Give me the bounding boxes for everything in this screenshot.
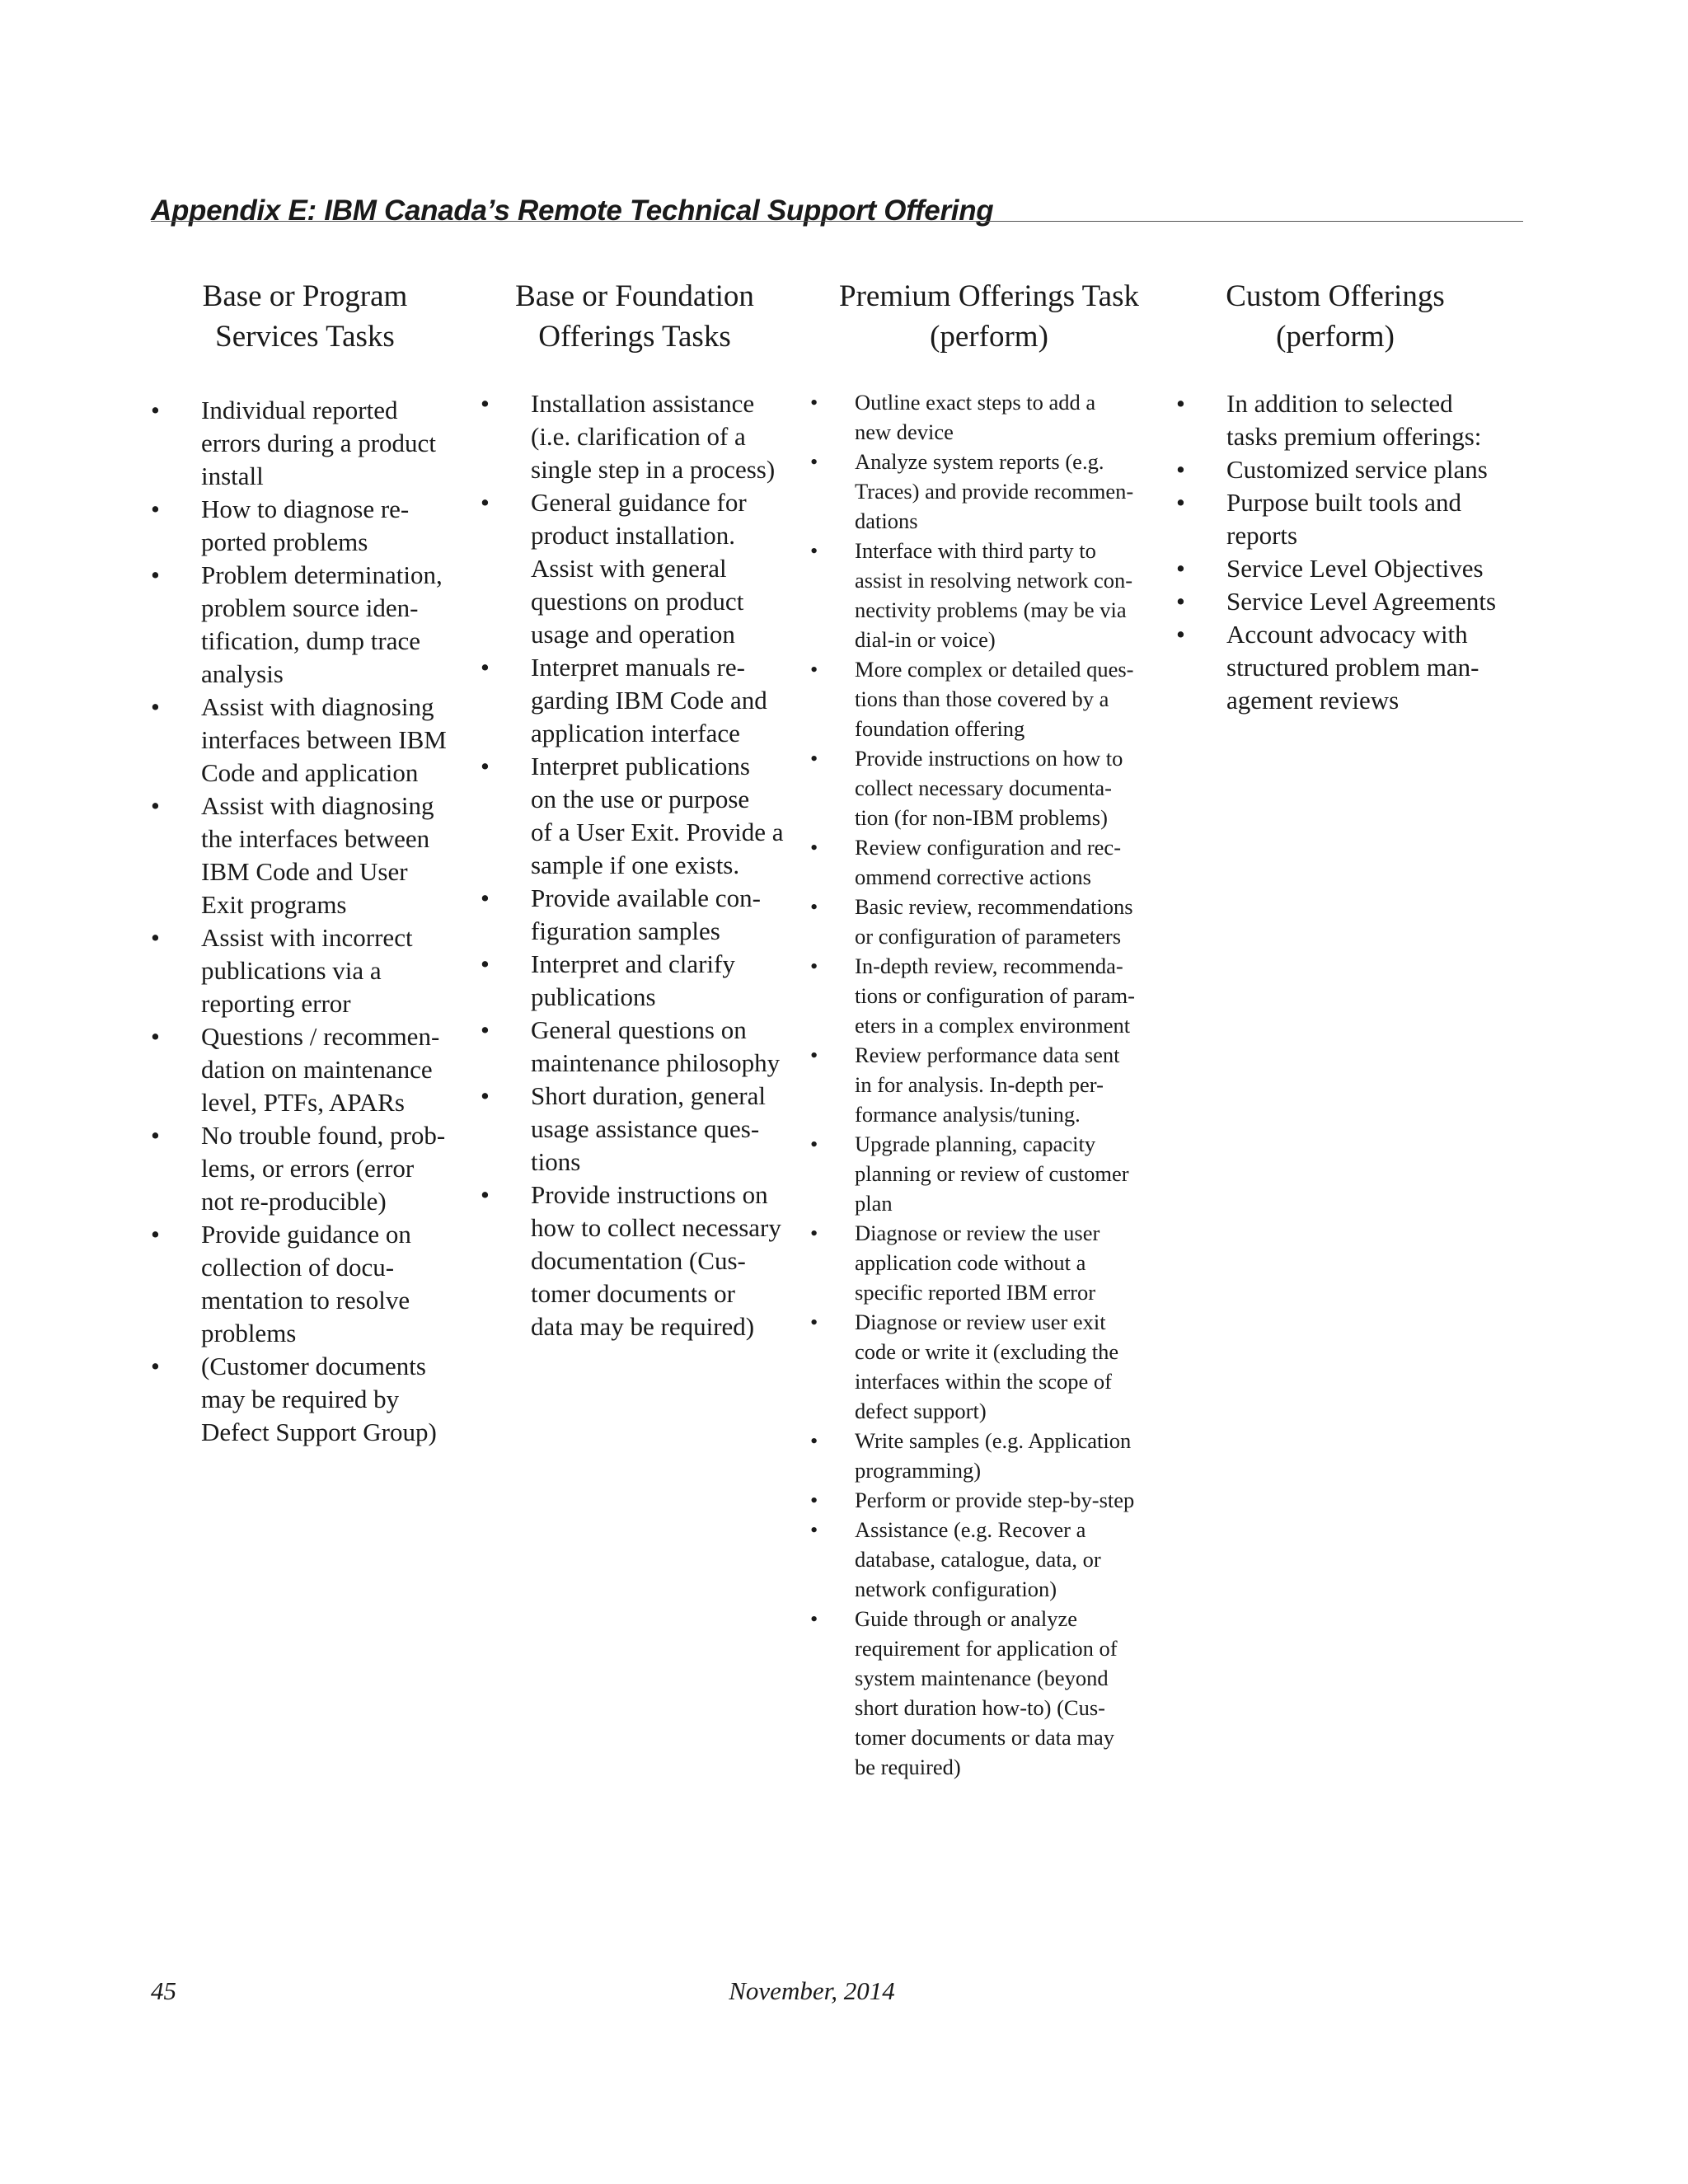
task-line: planning or review of customer [855,1161,1129,1186]
task-line: tomer documents or data may [855,1725,1114,1750]
task-list-item [810,536,1135,654]
task-line: • In-depth review, recommenda- [855,954,1123,978]
task-list-item [481,651,783,750]
task-list-item [481,750,783,882]
task-line: usage and operation [531,620,735,649]
task-line: not re-producible) [201,1187,387,1216]
task-line: • Assist with diagnosing [201,692,434,721]
column-title-line: Base or Program [202,279,408,313]
task-line: mentation to resolve [201,1286,410,1315]
task-line: Code and application [201,758,419,787]
task-line: • Provide available con- [531,883,761,912]
premium-task-list [810,387,1135,1782]
task-list-item [810,1218,1135,1307]
task-line: • Provide instructions on how to [855,746,1123,771]
task-line: • Interface with third party to [855,538,1096,563]
task-line: documentation (Cus- [531,1246,746,1275]
task-line: reports [1226,521,1298,550]
task-list-item [151,1020,447,1119]
task-line: • How to diagnose re- [201,494,410,523]
task-line: tions [531,1147,581,1176]
task-line: questions on product [531,587,744,616]
task-line: • Review performance data sent [855,1043,1120,1067]
task-line: product installation. [531,521,735,550]
task-line: Defect Support Group) [201,1418,437,1446]
base-foundation-task-list [481,387,783,1343]
task-list-item [1176,552,1496,585]
task-line: of a User Exit. Provide a [531,818,784,846]
task-line: on the use or purpose [531,785,750,813]
task-line: how to collect necessary [531,1213,781,1242]
task-line: level, PTFs, APARs [201,1088,405,1117]
task-line: collect necessary documenta- [855,776,1112,800]
task-line: defect support) [855,1399,987,1423]
task-list-item [1176,618,1496,717]
task-line: interfaces between IBM [201,725,447,754]
task-list-item [151,493,447,559]
task-line: problems [201,1319,297,1347]
column-title-base-program [190,276,420,357]
task-line: ommend corrective actions [855,865,1091,889]
task-line: • Account advocacy with [1226,620,1468,649]
task-list-item [481,882,783,948]
task-line: lems, or errors (error [201,1154,415,1183]
task-line: ported problems [201,527,368,556]
column-title-line: Custom Offerings [1226,279,1445,313]
task-list-item [1176,387,1496,453]
task-line: requirement for application of [855,1636,1118,1661]
task-line: programming) [855,1458,982,1483]
task-line: specific reported IBM error [855,1280,1096,1305]
page-heading: Appendix E: IBM Canada’s Remote Technical Support Offering [151,194,994,227]
task-line: • General guidance for [531,488,747,517]
task-line: (i.e. clarification of a [531,422,746,451]
task-line: new device [855,419,954,444]
task-line: • Assist with diagnosing [201,791,434,820]
task-line: tasks premium offerings: [1226,422,1482,451]
column-title-custom [1212,276,1459,357]
task-list-item [810,892,1135,951]
task-list-item [810,743,1135,832]
column-title-line: Premium Offerings Task [839,279,1139,313]
task-line: tomer documents or [531,1279,735,1308]
task-list-item [810,951,1135,1040]
task-line: data may be required) [531,1312,755,1341]
task-line: formance analysis/tuning. [855,1102,1081,1127]
task-list-item [810,1307,1135,1426]
task-line: • In addition to selected [1226,389,1453,418]
column-title-premium [816,276,1162,357]
task-list-item [1176,453,1496,486]
task-line: maintenance philosophy [531,1048,781,1077]
column-title-line: (perform) [930,320,1048,354]
task-line: • Provide guidance on [201,1220,411,1249]
task-list-item [151,1350,447,1449]
task-line: tification, dump trace [201,626,420,655]
task-line: code or write it (excluding the [855,1339,1119,1364]
task-list-item [481,948,783,1014]
task-line: network configuration) [855,1577,1057,1601]
task-line: database, catalogue, data, or [855,1547,1101,1572]
task-line: collection of docu- [201,1253,395,1282]
task-line: in for analysis. In-depth per- [855,1072,1104,1097]
task-list-item [810,387,1135,447]
task-line: • Assistance (e.g. Recover a [855,1517,1086,1542]
task-line: garding IBM Code and [531,686,767,715]
task-line: system maintenance (beyond [855,1666,1109,1690]
task-line: publications via a [201,956,382,985]
task-line: • Guide through or analyze [855,1606,1078,1631]
task-line: may be required by [201,1385,400,1413]
task-list-item [810,832,1135,892]
task-line: • Review configuration and rec- [855,835,1122,860]
task-line: assist in resolving network con- [855,568,1133,593]
task-line: structured problem man- [1226,653,1479,682]
task-list-item [481,1080,783,1179]
task-line: short duration how-to) (Cus- [855,1695,1105,1720]
task-line: application interface [531,719,740,748]
task-list-item [151,394,447,493]
task-line: • Provide instructions on [531,1180,768,1209]
column-title-line: Services Tasks [215,320,395,354]
task-line: • Problem determination, [201,560,443,589]
task-line: IBM Code and User [201,857,408,886]
task-line: install [201,462,264,490]
task-line: • Customized service plans [1226,455,1488,484]
task-line: tion (for non-IBM problems) [855,805,1108,830]
task-list-item [810,447,1135,536]
task-line: • Analyze system reports (e.g. [855,449,1104,474]
task-line: • Purpose built tools and [1226,488,1462,517]
task-line: reporting error [201,989,351,1018]
task-line: be required) [855,1755,961,1779]
task-list-item [481,1179,783,1343]
task-list-item [810,1485,1135,1515]
task-line: • Diagnose or review user exit [855,1310,1106,1334]
task-line: Exit programs [201,890,347,919]
task-line: nectivity problems (may be via [855,598,1127,622]
task-list-item [151,790,447,921]
task-line: • Service Level Objectives [1226,554,1484,583]
task-list-item [151,1218,447,1350]
task-line: Assist with general [531,554,727,583]
task-list-item [810,1515,1135,1604]
column-title-line: Base or Foundation [515,279,754,313]
task-line: • No trouble found, prob- [201,1121,446,1150]
task-line: dial-in or voice) [855,627,996,652]
task-list-item [151,921,447,1020]
column-title-line: Offerings Tasks [538,320,731,354]
task-line: • Installation assistance [531,389,755,418]
task-line: • Perform or provide step-by-step [855,1488,1135,1512]
task-line: usage assistance ques- [531,1114,760,1143]
task-line: plan [855,1191,893,1216]
task-line: agement reviews [1226,686,1400,715]
footer-date: November, 2014 [729,1976,895,2005]
task-line: • Diagnose or review the user [855,1221,1100,1245]
task-line: • Short duration, general [531,1081,766,1110]
task-line: dations [855,509,918,533]
task-list-item [481,486,783,651]
task-line: • Assist with incorrect [201,923,413,952]
task-list-item [151,691,447,790]
custom-task-list [1176,387,1496,717]
task-line: • Service Level Agreements [1226,587,1497,616]
column-title-line: (perform) [1276,320,1395,354]
task-line: problem source iden- [201,593,419,622]
task-line: the interfaces between [201,824,430,853]
task-line: analysis [201,659,284,688]
task-line: dation on maintenance [201,1055,433,1084]
task-list-item [1176,486,1496,552]
base-program-task-list [151,394,447,1449]
task-list-item [810,1604,1135,1782]
task-line: application code without a [855,1250,1086,1275]
task-line: or configuration of parameters [855,924,1122,949]
task-line: • Individual reported [201,396,398,424]
task-line: eters in a complex environment [855,1013,1131,1038]
task-line: figuration samples [531,916,720,945]
task-line: • Basic review, recommendations [855,894,1133,919]
task-list-item [151,559,447,691]
task-line: publications [531,982,656,1011]
task-line: • (Customer documents [201,1352,426,1380]
task-line: • Upgrade planning, capacity [855,1132,1096,1156]
task-list-item [481,1014,783,1080]
page-number: 45 [151,1976,176,2005]
task-line: • General questions on [531,1015,747,1044]
task-line: interfaces within the scope of [855,1369,1112,1394]
task-line: • Write samples (e.g. Application [855,1428,1132,1453]
task-line: • More complex or detailed ques- [855,657,1134,682]
task-line: tions or configuration of param- [855,983,1135,1008]
task-line: • Interpret publications [531,752,750,780]
task-list-item [810,654,1135,743]
task-line: • Outline exact steps to add a [855,390,1096,415]
task-line: • Questions / recommen- [201,1022,440,1051]
task-line: • Interpret manuals re- [531,653,745,682]
task-list-item [481,387,783,486]
task-line: Traces) and provide recommen- [855,479,1134,504]
heading-rule [151,221,1523,222]
task-line: errors during a product [201,429,436,457]
task-list-item [1176,585,1496,618]
task-line: • Interpret and clarify [531,949,735,978]
task-line: sample if one exists. [531,851,740,879]
task-line: single step in a process) [531,455,776,484]
task-line: foundation offering [855,716,1025,741]
task-list-item [810,1040,1135,1129]
task-line: tions than those covered by a [855,687,1109,711]
task-list-item [810,1426,1135,1485]
task-list-item [151,1119,447,1218]
column-title-base-foundation [503,276,767,357]
task-list-item [810,1129,1135,1218]
